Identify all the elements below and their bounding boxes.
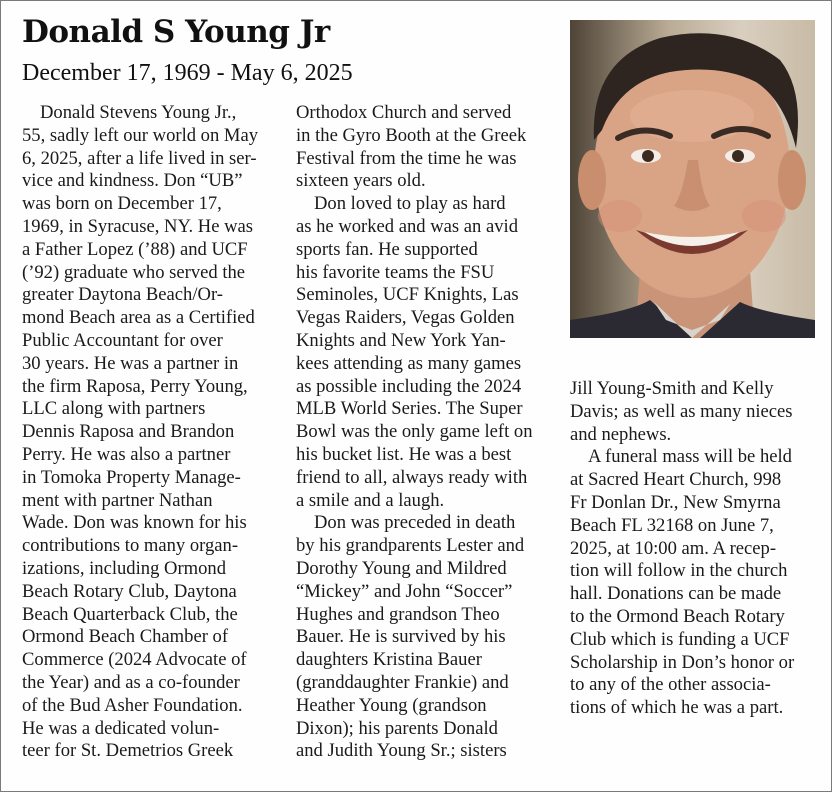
text-line: A funeral mass will be held bbox=[588, 446, 792, 468]
text-line: in Tomoka Property Manage- bbox=[22, 466, 241, 488]
text-line: Beach Quarterback Club, the bbox=[22, 603, 238, 625]
text-line: Donald Stevens Young Jr., bbox=[40, 102, 237, 123]
text-line: was born on December 17, bbox=[22, 193, 222, 215]
text-line: a smile and a laugh. bbox=[296, 489, 445, 511]
text-line: 2025, at 10:00 am. A recep- bbox=[570, 537, 777, 559]
text-line: (granddaughter Frankie) and bbox=[296, 671, 509, 693]
text-line: Vegas Raiders, Vegas Golden bbox=[296, 307, 515, 329]
text-line: tion will follow in the church bbox=[570, 560, 788, 582]
text-column-2 bbox=[296, 102, 533, 763]
text-line: Knights and New York Yan- bbox=[296, 329, 506, 351]
text-line: hall. Donations can be made bbox=[570, 583, 782, 605]
text-line: Seminoles, UCF Knights, Las bbox=[296, 284, 519, 306]
text-line: Dixon); his parents Donald bbox=[296, 717, 498, 739]
text-line: Dennis Raposa and Brandon bbox=[22, 421, 235, 443]
text-line: Commerce (2024 Advocate of bbox=[22, 649, 247, 671]
text-line: Dorothy Young and Mildred bbox=[296, 557, 507, 579]
text-line: Club which is funding a UCF bbox=[570, 628, 790, 650]
text-line: MLB World Series. The Super bbox=[296, 398, 523, 420]
text-column-3 bbox=[570, 378, 794, 720]
text-line: the firm Raposa, Perry Young, bbox=[22, 375, 248, 397]
text-line: contributions to many organ- bbox=[22, 535, 239, 557]
obituary-dates: December 17, 1969 - May 6, 2025 bbox=[22, 60, 353, 86]
text-line: tions of which he was a part. bbox=[570, 697, 784, 719]
text-line: Don loved to play as hard bbox=[314, 193, 506, 215]
text-line: 6, 2025, after a life lived in ser- bbox=[22, 147, 257, 169]
text-line: 55, sadly left our world on May bbox=[22, 124, 258, 146]
text-line: Beach Rotary Club, Daytona bbox=[22, 580, 237, 602]
text-line: Wade. Don was known for his bbox=[22, 512, 247, 534]
text-line: 30 years. He was a partner in bbox=[22, 352, 239, 374]
text-line: Jill Young-Smith and Kelly bbox=[570, 378, 774, 399]
text-line: daughters Kristina Bauer bbox=[296, 649, 482, 671]
text-line: friend to all, always ready with bbox=[296, 466, 528, 488]
text-line: (’92) graduate who served the bbox=[22, 261, 246, 283]
text-line: izations, including Ormond bbox=[22, 557, 226, 579]
text-line: Fr Donlan Dr., New Smyrna bbox=[570, 491, 781, 513]
text-line: sixteen years old. bbox=[296, 170, 426, 192]
text-line: teer for St. Demetrios Greek bbox=[22, 740, 234, 762]
text-line: sports fan. He supported bbox=[296, 238, 478, 260]
text-line: Hughes and grandson Theo bbox=[296, 603, 500, 625]
text-line: to the Ormond Beach Rotary bbox=[570, 605, 785, 627]
text-line: his bucket list. He was a best bbox=[296, 443, 512, 465]
text-line: Orthodox Church and served bbox=[296, 102, 512, 123]
text-line: greater Daytona Beach/Or- bbox=[22, 284, 223, 306]
text-line: Ormond Beach Chamber of bbox=[22, 626, 229, 648]
text-line: LLC along with partners bbox=[22, 398, 206, 420]
text-line: “Mickey” and John “Soccer” bbox=[296, 580, 513, 602]
text-line: Scholarship in Don’s honor or bbox=[570, 651, 795, 673]
text-line: 1969, in Syracuse, NY. He was bbox=[22, 215, 254, 237]
text-line: Public Accountant for over bbox=[22, 329, 223, 351]
text-line: Don was preceded in death bbox=[314, 512, 516, 534]
text-line: at Sacred Heart Church, 998 bbox=[570, 469, 782, 491]
text-line: in the Gyro Booth at the Greek bbox=[296, 124, 527, 146]
text-line: He was a dedicated volun- bbox=[22, 717, 220, 739]
text-line: by his grandparents Lester and bbox=[296, 535, 525, 557]
text-line: his favorite teams the FSU bbox=[296, 261, 495, 283]
text-line: ment with partner Nathan bbox=[22, 489, 213, 511]
text-line: Bauer. He is survived by his bbox=[296, 626, 506, 648]
text-line: mond Beach area as a Certified bbox=[22, 307, 255, 329]
text-line: kees attending as many games bbox=[296, 352, 522, 374]
text-line: Heather Young (grandson bbox=[296, 694, 487, 716]
text-line: Perry. He was also a partner bbox=[22, 443, 231, 465]
text-line: vice and kindness. Don “UB” bbox=[22, 170, 243, 192]
obituary-name: Donald S Young Jr bbox=[22, 14, 330, 50]
text-line: and nephews. bbox=[570, 423, 672, 445]
text-line: as possible including the 2024 bbox=[296, 375, 522, 397]
portrait-photo bbox=[570, 20, 815, 338]
text-line: Festival from the time he was bbox=[296, 147, 517, 169]
text-line: Davis; as well as many nieces bbox=[570, 400, 793, 422]
text-line: Beach FL 32168 on June 7, bbox=[570, 514, 774, 536]
text-line: as he worked and was an avid bbox=[296, 215, 519, 237]
text-line: a Father Lopez (’88) and UCF bbox=[22, 238, 248, 260]
text-line: to any of the other associa- bbox=[570, 674, 771, 696]
text-line: of the Bud Asher Foundation. bbox=[22, 694, 243, 716]
text-column-1 bbox=[22, 102, 258, 763]
text-line: Bowl was the only game left on bbox=[296, 421, 533, 443]
text-line: and Judith Young Sr.; sisters bbox=[296, 740, 507, 762]
text-line: the Year) and as a co-founder bbox=[22, 671, 240, 693]
portrait-illustration bbox=[570, 20, 815, 338]
